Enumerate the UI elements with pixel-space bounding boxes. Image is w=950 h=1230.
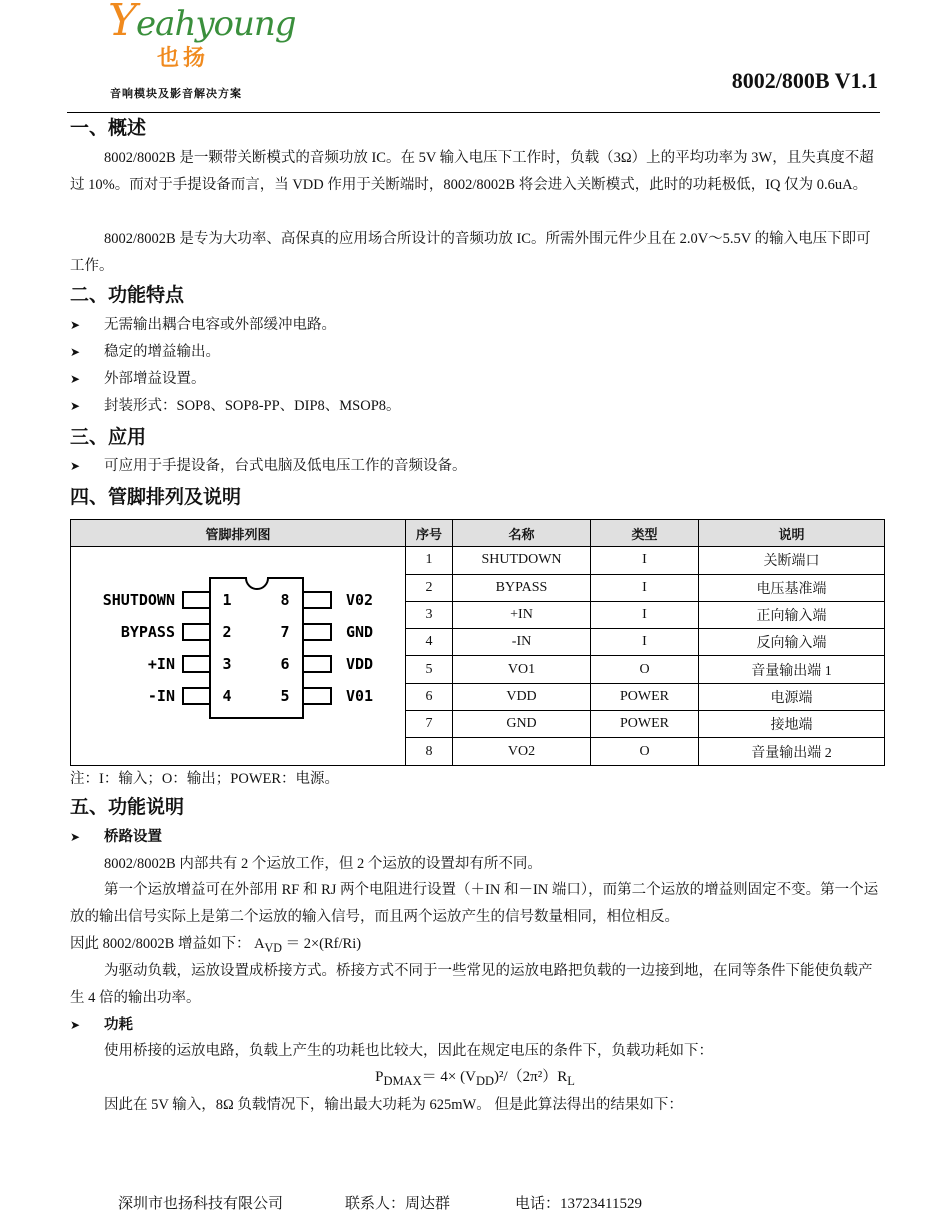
pin-number: 7 (280, 623, 290, 641)
text: VD (264, 940, 282, 955)
pin-number: 4 (222, 687, 232, 705)
col-header: 说明 (699, 520, 885, 547)
text: DD (475, 1074, 494, 1088)
section-title: 一、概述 (70, 117, 147, 139)
table-cell: I (591, 629, 699, 656)
list-item (70, 393, 401, 420)
pin-lead (303, 592, 331, 608)
logo-subtitle: 音响模块及影音解决方案 (110, 87, 242, 100)
pin-number: 8 (280, 591, 290, 609)
pin-label: -IN (147, 687, 175, 705)
pin-label: +IN (147, 655, 175, 673)
table-cell: 电压基准端 (699, 574, 885, 601)
table-cell: I (591, 547, 699, 574)
pin-lead (183, 592, 210, 608)
col-header: 名称 (453, 520, 591, 547)
table-cell: 5 (406, 656, 453, 683)
list-text: 无需输出耦合电容或外部缓冲电路。 (104, 317, 336, 333)
list-text: 可应用于手提设备，台式电脑及低电压工作的音频设备。 (104, 458, 467, 474)
logo-initial: Y (108, 0, 137, 46)
pin-lead (303, 688, 331, 704)
bullet-arrow-icon: ➤ (70, 1018, 81, 1032)
pin-lead (183, 656, 210, 672)
header-divider (67, 112, 880, 113)
paragraph: 因此在 5V 输入，8Ω 负载情况下，输出最大功耗为 625mW。 但是此算法得出的结果如下： (104, 1097, 683, 1113)
pin-label: V02 (346, 591, 374, 609)
footer-company: 深圳市也扬科技有限公司 (118, 1196, 284, 1212)
table-cell: +IN (453, 601, 591, 628)
paragraph: 第一个运放增益可在外部用 RF 和 RJ 两个电阻进行设置（＋IN 和－IN 端口），而第二个运放的增益则固定不变。第一个运放的输出信号实际上是第二个运放的输入信号，而且两个运放产生的信号数量相同，相位相反。 (70, 882, 879, 925)
pin-lead (183, 624, 210, 640)
text: )²/（2π²）R (494, 1069, 568, 1085)
list-text: 外部增益设置。 (104, 371, 206, 387)
bullet-arrow-icon: ➤ (70, 830, 81, 844)
paragraph: 8002/8002B 内部共有 2 个运放工作，但 2 个运放的设置却有所不同。 (104, 856, 542, 872)
footer-contact: 联系人：周达群 (345, 1196, 451, 1212)
list-text: 稳定的增益输出。 (104, 344, 220, 360)
logo (108, 0, 296, 46)
list-text: 封装形式：SOP8、SOP8-PP、DIP8、MSOP8。 (104, 398, 401, 414)
pin-number: 3 (222, 655, 232, 673)
pin-diagram (71, 547, 404, 764)
text: ＝ 4× (V (421, 1069, 476, 1085)
table-cell: I (591, 601, 699, 628)
footer-phone: 电话：13723411529 (515, 1196, 642, 1212)
pin-lead (183, 688, 210, 704)
pin-label: BYPASS (120, 623, 175, 641)
table-cell: 接地端 (699, 711, 885, 738)
table-cell: VO2 (453, 738, 591, 765)
bullet-arrow-icon: ➤ (70, 345, 81, 359)
paragraph: 8002/8002B 是专为大功率、高保真的应用场合所设计的音频功放 IC。所需外围元件少且在 2.0V～5.5V 的输入电压下即可工作。 (70, 231, 871, 274)
table-cell: 2 (406, 574, 453, 601)
text: 因此 8002/8002B 增益如下： A (70, 936, 265, 952)
table-cell: 8 (406, 738, 453, 765)
pin-number: 2 (222, 623, 232, 641)
table-cell: POWER (591, 711, 699, 738)
pin-number: 6 (280, 655, 290, 673)
paragraph: 8002/8002B 是一颗带关断模式的音频功放 IC。在 5V 输入电压下工作时，负载（3Ω）上的平均功率为 3W，且失真度不超过 10%。而对于手提设备而言，当 VDD 作用于关断端时，8002/8002B 将会进入关断模式，此时的功耗极低，IQ 仅为 0.6uA。 (70, 150, 874, 193)
paragraph: 为驱动负载，运放设置成桥接方式。桥接方式不同于一些常见的运放电路把负载的一边接到地，在同等条件下能使负载产生 4 倍的输出功率。 (70, 963, 873, 1006)
table-cell: SHUTDOWN (453, 547, 591, 574)
text: L (567, 1074, 575, 1088)
pin-number: 5 (280, 687, 290, 705)
table-note: 注：I：输入；O：输出；POWER：电源。 (70, 771, 340, 787)
text: P (375, 1069, 384, 1085)
table-cell: 反向输入端 (699, 629, 885, 656)
pin-label: VDD (346, 655, 374, 673)
table-cell: VDD (453, 683, 591, 710)
pin-label: V01 (346, 687, 374, 705)
col-header: 管脚排列图 (71, 520, 406, 547)
pin-label: GND (346, 623, 374, 641)
bullet-arrow-icon: ➤ (70, 399, 81, 413)
logo-text: eahyoung (136, 4, 296, 44)
bullet-arrow-icon: ➤ (70, 318, 81, 332)
section-title: 五、功能说明 (70, 796, 185, 818)
table-cell: 1 (406, 547, 453, 574)
table-cell: 电源端 (699, 683, 885, 710)
subsection-text: 桥路设置 (104, 829, 162, 845)
section-title: 四、管脚排列及说明 (70, 486, 242, 508)
table-cell: 音量输出端 2 (699, 738, 885, 765)
table-cell: VO1 (453, 656, 591, 683)
subsection-title (70, 824, 162, 851)
table-cell: -IN (453, 629, 591, 656)
table-cell: POWER (591, 683, 699, 710)
table-cell: O (591, 656, 699, 683)
table-cell: 6 (406, 683, 453, 710)
bullet-arrow-icon: ➤ (70, 372, 81, 386)
table-cell: 音量输出端 1 (699, 656, 885, 683)
pin-lead (303, 656, 331, 672)
doc-title: 8002/800B V1.1 (731, 68, 878, 93)
table-cell: 3 (406, 601, 453, 628)
logo-cn: 也扬 (157, 46, 210, 71)
list-item (70, 453, 467, 480)
pin-label: SHUTDOWN (102, 591, 175, 609)
list-item (70, 366, 206, 393)
table-cell: GND (453, 711, 591, 738)
bullet-arrow-icon: ➤ (70, 459, 81, 473)
table-cell: I (591, 574, 699, 601)
list-item (70, 339, 220, 366)
subsection-text: 功耗 (104, 1017, 133, 1033)
pin-lead (303, 624, 331, 640)
table-cell: 关断端口 (699, 547, 885, 574)
list-item (70, 312, 336, 339)
section-title: 二、功能特点 (70, 284, 185, 306)
subsection-title (70, 1012, 133, 1039)
table-cell: O (591, 738, 699, 765)
paragraph: 使用桥接的运放电路，负载上产生的功耗也比较大，因此在规定电压的条件下，负载功耗如下： (104, 1043, 713, 1059)
section-title: 三、应用 (70, 426, 147, 448)
pin-number: 1 (222, 591, 232, 609)
table-cell: BYPASS (453, 574, 591, 601)
text: DMAX (383, 1074, 422, 1088)
table-header (71, 520, 885, 547)
text: ＝ 2×(Rf/Ri) (282, 936, 362, 952)
table-cell: 7 (406, 711, 453, 738)
power-formula (0, 1065, 950, 1093)
col-header: 序号 (406, 520, 453, 547)
table-cell: 正向输入端 (699, 601, 885, 628)
col-header: 类型 (591, 520, 699, 547)
table-cell: 4 (406, 629, 453, 656)
